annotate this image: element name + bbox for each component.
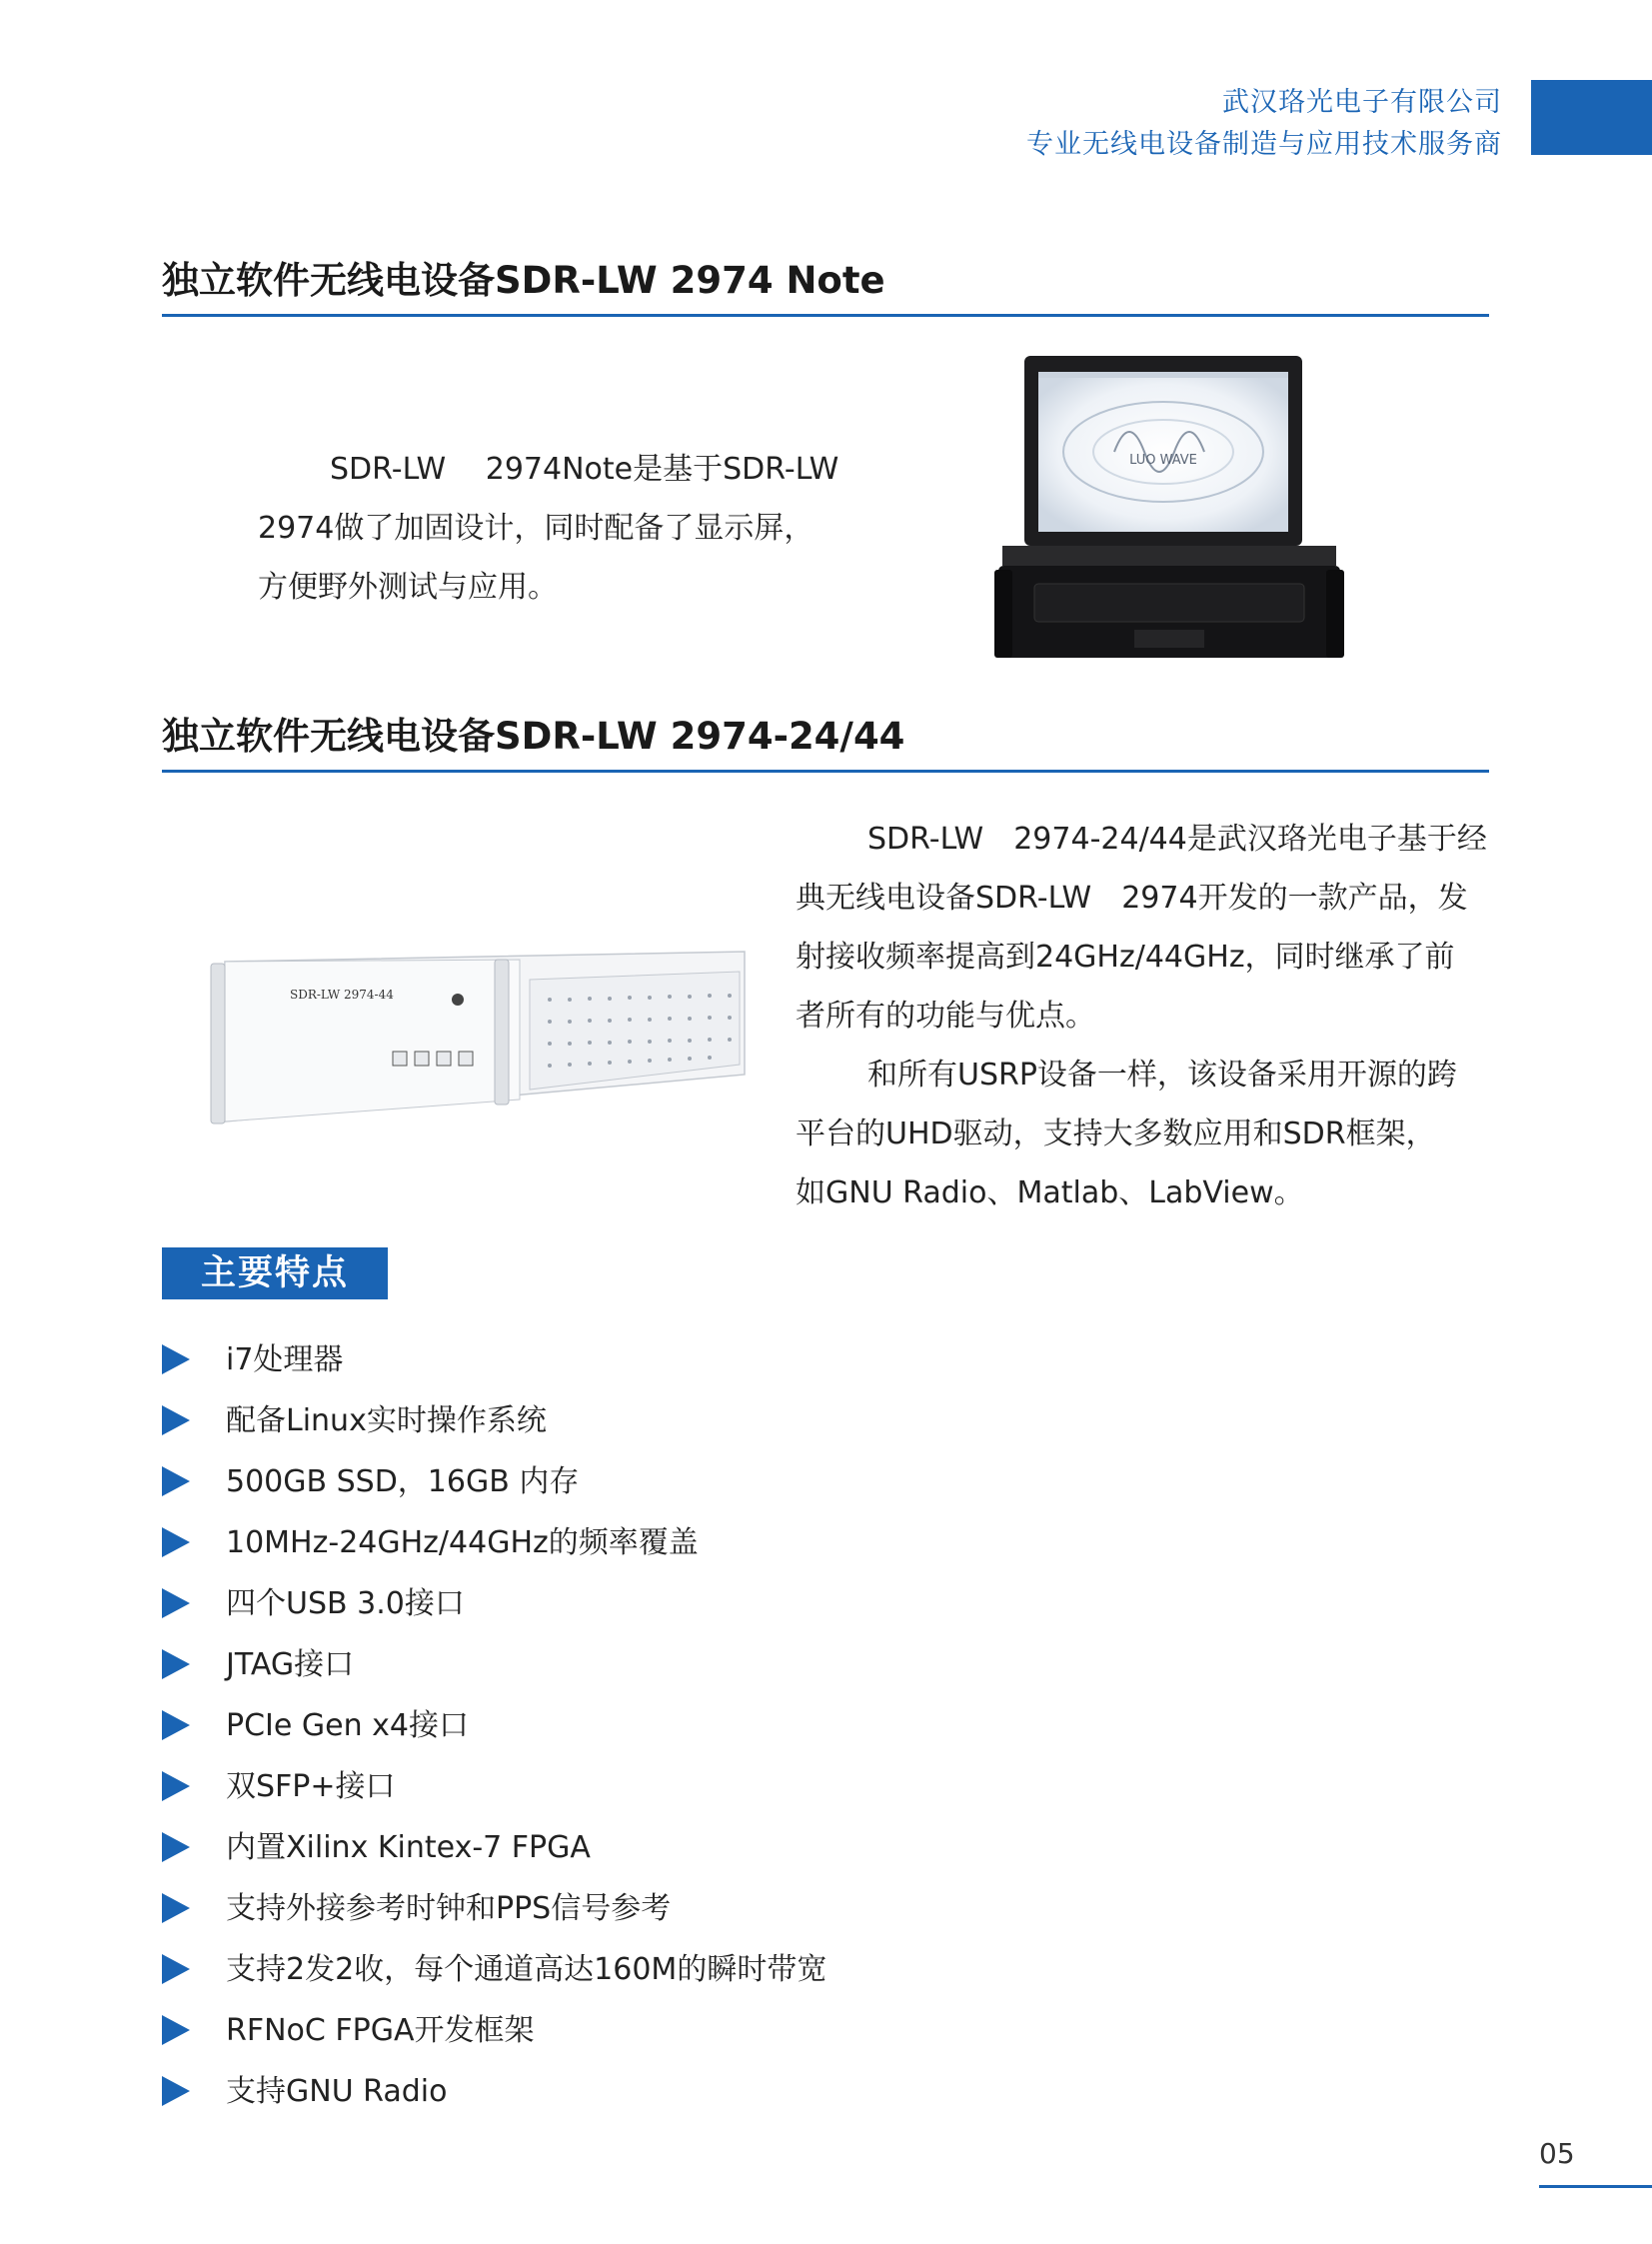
- section-title-2974-24-44: 独立软件无线电设备SDR-LW 2974-24/44: [162, 715, 905, 758]
- section-rule-2974-24-44: [162, 770, 1489, 773]
- desc-line-4: 者所有的功能与优点。: [796, 999, 1095, 1034]
- triangle-bullet-icon: [162, 1954, 190, 1984]
- feature-text: 双SFP+接口: [226, 1769, 396, 1804]
- triangle-bullet-icon: [162, 2015, 190, 2045]
- desc-line-1: SDR-LW 2974-24/44是武汉珞光电子基于经: [867, 822, 1487, 857]
- feature-text: 500GB SSD，16GB 内存: [226, 1464, 580, 1499]
- device-label-text: SDR-LW 2974-44: [290, 988, 394, 1002]
- feature-item: [162, 1512, 826, 1573]
- section-note-description: [258, 440, 857, 617]
- feature-item: [162, 1939, 826, 2000]
- feature-item: [162, 1695, 826, 1756]
- triangle-bullet-icon: [162, 1344, 190, 1374]
- triangle-bullet-icon: [162, 1771, 190, 1801]
- triangle-bullet-icon: [162, 1527, 190, 1557]
- desc-line-7: 如GNU Radio、Matlab、LabView。: [796, 1175, 1304, 1210]
- desc-line-3: 射接收频率提高到24GHz/44GHz，同时继承了前: [796, 940, 1455, 975]
- page-number: 05: [1539, 2137, 1575, 2170]
- feature-text: 支持外接参考时钟和PPS信号参考: [226, 1891, 672, 1926]
- feature-text: PCIe Gen x4接口: [226, 1708, 469, 1743]
- device-image: [205, 950, 750, 1134]
- desc-line-2: 典无线电设备SDR-LW 2974开发的一款产品，发: [796, 881, 1468, 916]
- company-name: 武汉珞光电子有限公司: [1222, 87, 1502, 118]
- feature-item: [162, 2061, 826, 2122]
- feature-text: 10MHz-24GHz/44GHz的频率覆盖: [226, 1525, 699, 1560]
- feature-text: RFNoC FPGA开发框架: [226, 2013, 535, 2048]
- section-title-note: 独立软件无线电设备SDR-LW 2974 Note: [162, 259, 885, 302]
- feature-item: [162, 1817, 826, 1878]
- feature-item: [162, 2000, 826, 2061]
- feature-item: [162, 1756, 826, 1817]
- feature-item: [162, 1573, 826, 1634]
- feature-text: i7处理器: [226, 1342, 344, 1377]
- feature-item: [162, 1451, 826, 1512]
- note-line-1: SDR-LW 2974Note是基于SDR-LW: [330, 452, 839, 487]
- feature-item: [162, 1634, 826, 1695]
- triangle-bullet-icon: [162, 1405, 190, 1435]
- feature-item: [162, 1878, 826, 1939]
- feature-text: 支持2发2收，每个通道高达160M的瞬时带宽: [226, 1952, 827, 1987]
- triangle-bullet-icon: [162, 1588, 190, 1618]
- laptop-image: [994, 352, 1344, 664]
- feature-item: [162, 1329, 826, 1390]
- section-2974-description: [796, 810, 1495, 1222]
- note-line-3: 方便野外测试与应用。: [258, 570, 558, 605]
- desc-line-6: 平台的UHD驱动，支持大多数应用和SDR框架，: [796, 1117, 1436, 1151]
- company-slogan: 专业无线电设备制造与应用技术服务商: [1026, 129, 1502, 160]
- triangle-bullet-icon: [162, 1710, 190, 1740]
- triangle-bullet-icon: [162, 1466, 190, 1496]
- feature-text: 支持GNU Radio: [226, 2074, 448, 2109]
- header-accent-block: [1531, 80, 1652, 155]
- desc-line-5: 和所有USRP设备一样，该设备采用开源的跨: [867, 1058, 1457, 1093]
- section-rule-note: [162, 314, 1489, 317]
- page-number-rule: [1539, 2185, 1652, 2188]
- feature-text: 内置Xilinx Kintex-7 FPGA: [226, 1830, 591, 1865]
- features-list: [162, 1329, 826, 2122]
- triangle-bullet-icon: [162, 2076, 190, 2106]
- triangle-bullet-icon: [162, 1832, 190, 1862]
- features-heading: 主要特点: [162, 1247, 388, 1299]
- laptop-logo-text: LUO WAVE: [1129, 453, 1197, 468]
- feature-text: 四个USB 3.0接口: [226, 1586, 465, 1621]
- triangle-bullet-icon: [162, 1649, 190, 1679]
- feature-item: [162, 1390, 826, 1451]
- feature-text: JTAG接口: [226, 1647, 355, 1682]
- note-line-2: 2974做了加固设计，同时配备了显示屏，: [258, 511, 815, 546]
- triangle-bullet-icon: [162, 1893, 190, 1923]
- feature-text: 配备Linux实时操作系统: [226, 1403, 547, 1438]
